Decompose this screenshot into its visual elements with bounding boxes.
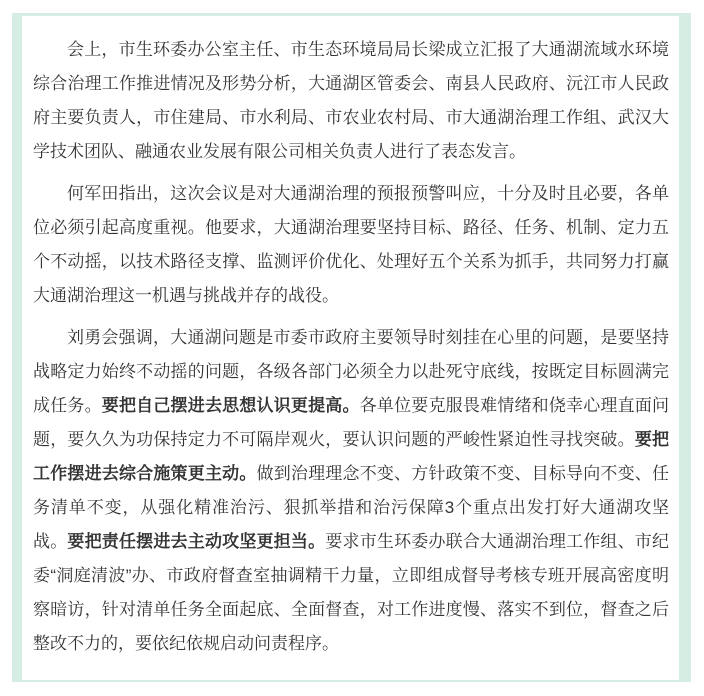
content-frame (12, 13, 691, 682)
paragraph-2 (33, 177, 669, 313)
text-segment: 会上，市生环委办公室主任、市生态环境局局长梁成立汇报了大通湖流域水环境综合治理工作推进情况及形势分析，大通湖区管委会、南县人民政府、沅江市人民政府主要负责人，市住建局、市水利局、市农业农村局、市大通湖治理工作组、武汉大学技术团队、融通农业发展有限公司相关负责人进行了表态发言。 (33, 40, 669, 161)
article-body (33, 33, 669, 661)
article-panel (22, 16, 679, 680)
bold-emphasis: 要把自己摆进去思想认识更提高。 (101, 396, 360, 415)
paragraph-3 (33, 321, 669, 661)
text-segment: 要求市生环委办联合大通湖治理工作组、市纪委“洞庭清波”办、市政府督查室抽调精干力量，立即组成督导考核专班开展高密度明察暗访，针对清单任务全面起底、全面督查，对工作进度慢、落实不到位，督查之后整改不力的，要依纪依规启动问责程序。 (33, 532, 670, 653)
text-segment: 刘勇会强调，大通湖问题是市委市政府主要领导时刻挂在心里的问题，是要坚持战略定力始终不动摇的问题，各级各部门必须全力以赴死守底线，按既定目标圆满完成任务。 (33, 328, 669, 415)
paragraph-1 (33, 33, 669, 169)
text-segment: 做到治理理念不变、方针政策不变、目标导向不变、任务清单不变，从强化精准治污、狠抓举措和治污保障3个重点出发打好大通湖攻坚战。 (33, 464, 670, 551)
text-segment: 何军田指出，这次会议是对大通湖治理的预报预警叫应，十分及时且必要，各单位必须引起高度重视。他要求，大通湖治理要坚持目标、路径、任务、机制、定力五个不动摇，以技术路径支撑、监测评价优化、处理好五个关系为抓手，共同努力打赢大通湖治理这一机遇与挑战并存的战役。 (33, 184, 669, 305)
bold-emphasis: 要把责任摆进去主动攻坚更担当。 (67, 532, 326, 551)
text-segment: 各单位要克服畏难情绪和侥幸心理直面问题，要久久为功保持定力不可隔岸观火，要认识问题的严峻性紧迫性寻找突破。 (33, 396, 670, 449)
bold-emphasis: 要把工作摆进去综合施策更主动。 (33, 430, 670, 483)
